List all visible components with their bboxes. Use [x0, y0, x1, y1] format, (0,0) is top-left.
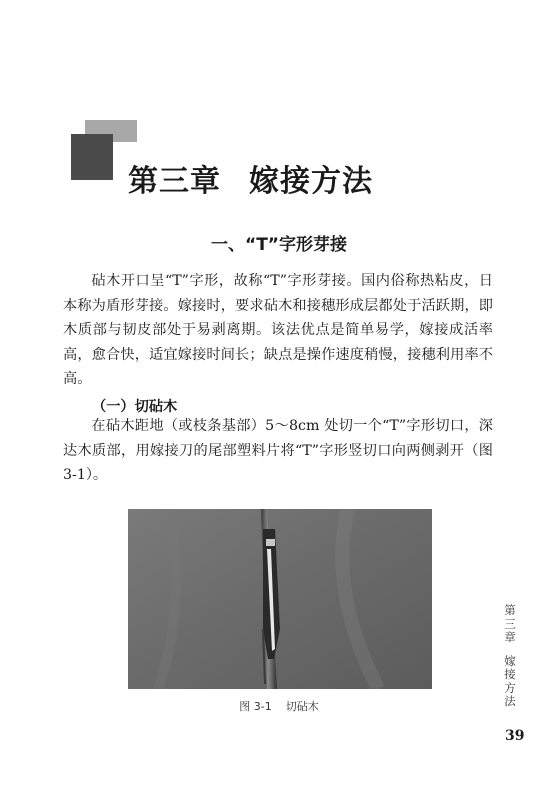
figure-photo: [128, 509, 432, 689]
step-paragraph: [63, 414, 493, 488]
chapter-decoration-dark: [71, 134, 113, 180]
running-header-title: 嫁 接 方 法: [504, 653, 516, 708]
page-number: 39: [505, 728, 525, 744]
running-header: [503, 604, 517, 709]
chapter-title: [128, 156, 373, 200]
chapter-name: 嫁接方法: [249, 164, 373, 199]
figure-caption: [0, 698, 558, 714]
subheading: （一）切砧木: [92, 399, 178, 415]
caption-number: 图 3-1: [239, 700, 272, 713]
section-title: 一、“T”字形芽接: [211, 235, 347, 255]
rootstock-photo-illustration: [128, 509, 432, 689]
intro-paragraph: [63, 269, 493, 392]
chapter-number: 第三章: [128, 164, 221, 199]
running-header-chapter: 第 三 章: [504, 603, 516, 644]
caption-text: 切砧木: [285, 700, 319, 713]
paragraph-text: 砧木开口呈“T”字形，故称“T”字形芽接。国内俗称热粘皮，日本称为盾形芽接。嫁接时，要求砧木和接穗形成层都处于活跃期，即木质部与韧皮部处于易剥离期。该法优点是简单易学，嫁接成活率高，愈合快，适宜嫁接时间长；缺点是操作速度稍慢，接穗利用率不高。: [63, 273, 493, 387]
paragraph-text: 在砧木距地（或枝条基部）5～8cm 处切一个“T”字形切口，深达木质部，用嫁接刀的尾部塑料片将“T”字形竖切口向两侧剥开（图 3-1）。: [63, 418, 493, 483]
